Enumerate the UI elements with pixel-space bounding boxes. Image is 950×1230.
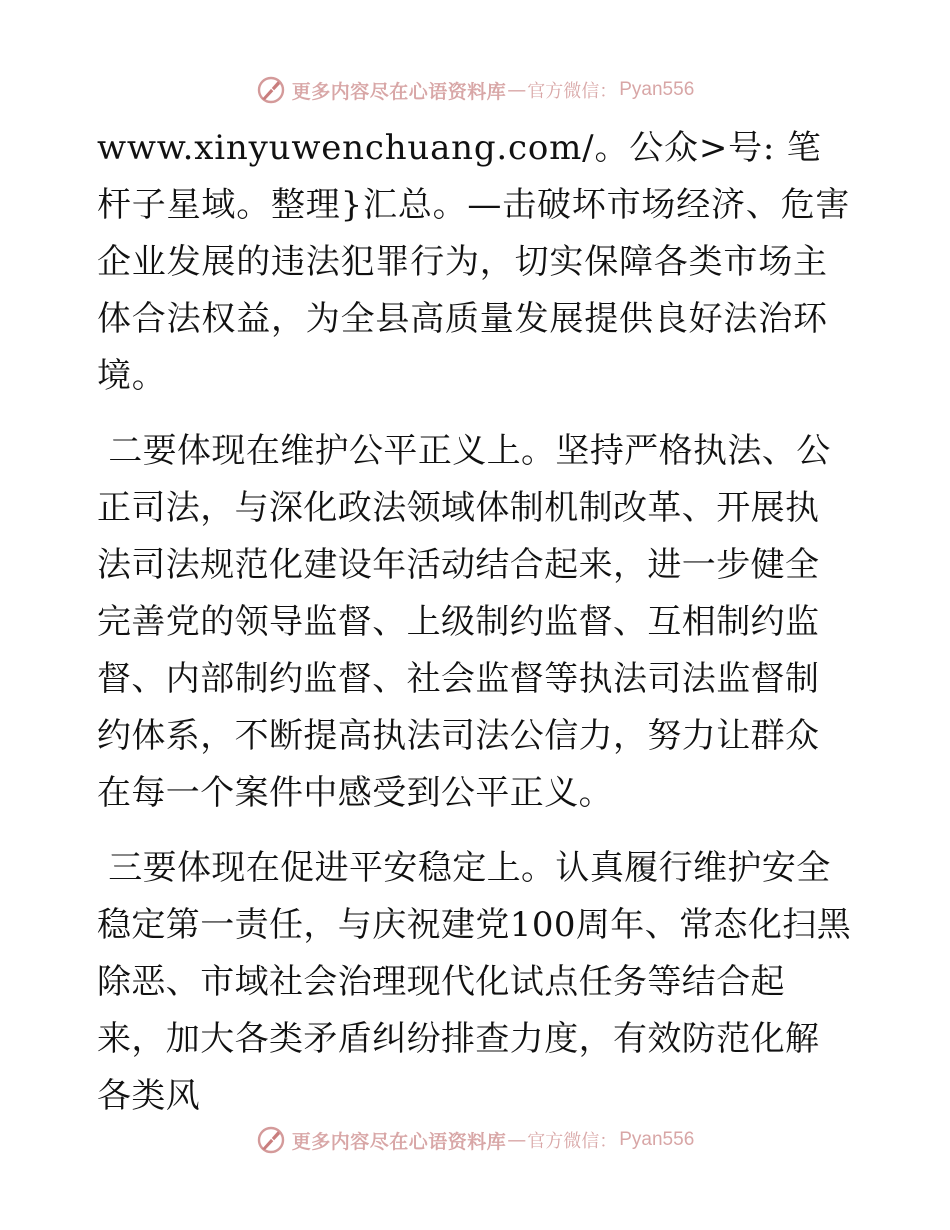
- footer-wechat-id: Pyan556: [619, 1129, 695, 1150]
- footer-banner: [0, 1120, 950, 1160]
- paragraph-2: 二要体现在维护公平正义上。坚持严格执法、公正司法，与深化政法领域体制机制改革、开展执法司法规范化建设年活动结合起来，进一步健全完善党的领导监督、上级制约监督、互相制约监督、内部制约监督、社会监督等执法司法监督制约体系，不断提高执法司法公信力，努力让群众在每一个案件中感受到公平正义。: [97, 431, 831, 813]
- footer-wechat-label: 官方微信：: [527, 1131, 618, 1152]
- quill-circle-logo-icon: [256, 1125, 286, 1155]
- document-body: [97, 120, 853, 1143]
- paragraph-1: www.xinyuwenchuang.com/。公众>号: 笔杆子星域。整理}汇总。—击破坏市场经济、危害企业发展的违法犯罪行为，切实保障各类市场主体合法权益，为全县高质量发展提供良好法治环境。: [97, 128, 851, 396]
- footer-site-name: 更多内容尽在心语资料库: [291, 1130, 507, 1153]
- header-wechat-label: 官方微信：: [527, 81, 618, 102]
- header-banner: [0, 70, 950, 110]
- paragraph-3: 三要体现在促进平安稳定上。认真履行维护安全稳定第一责任，与庆祝建党100周年、常态化扫黑除恶、市域社会治理现代化试点任务等结合起来，加大各类矛盾纠纷排查力度，有效防范化解各类风: [97, 848, 852, 1116]
- quill-circle-logo-icon: [256, 75, 286, 105]
- header-wechat-id: Pyan556: [619, 79, 695, 100]
- header-dash: —: [507, 79, 527, 101]
- header-site-name: 更多内容尽在心语资料库: [291, 80, 507, 103]
- footer-dash: —: [507, 1129, 527, 1151]
